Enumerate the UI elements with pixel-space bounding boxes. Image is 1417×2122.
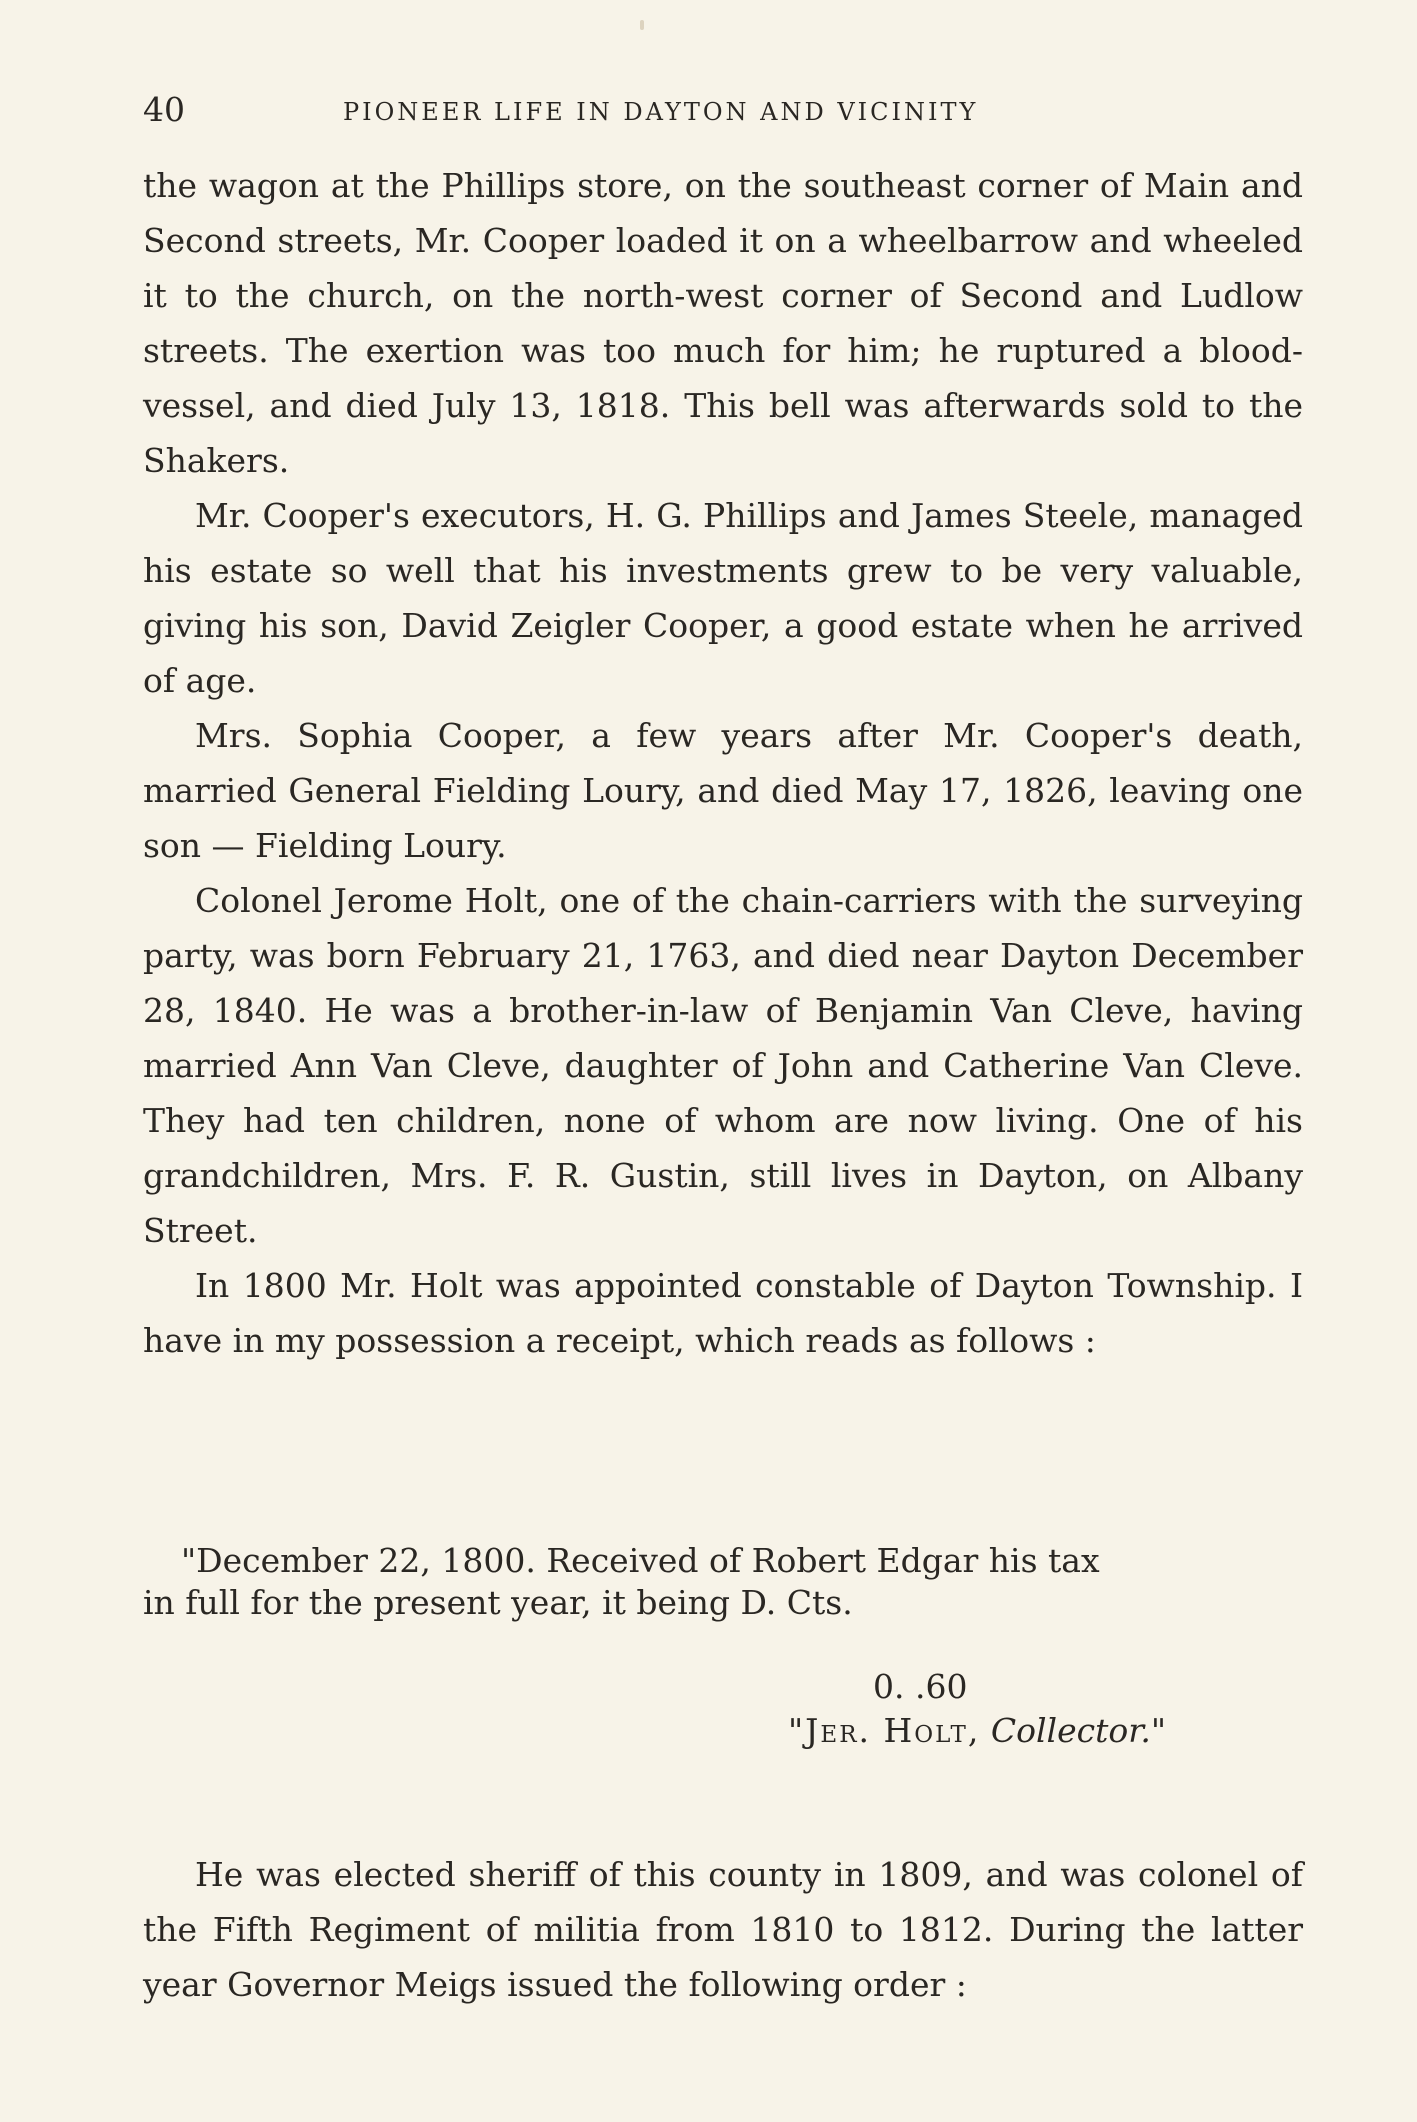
receipt-line-2: in full for the present year, it being D. Cts.: [143, 1583, 853, 1622]
receipt-amount: 0. .60: [873, 1667, 968, 1706]
paragraph-6: He was elected sheriff of this county in 1809, and was colonel of the Fifth Regiment of militia from 1810 to 1812. During the latter year Governor Meigs issued the following order :: [143, 1855, 1303, 2004]
closing-text: [143, 1847, 1303, 2012]
main-text: [143, 158, 1303, 1368]
receipt-line-1: "December 22, 1800. Received of Robert Edgar his tax: [181, 1541, 1100, 1580]
signature-name: "Jer. Holt,: [788, 1711, 981, 1750]
paragraph-1: the wagon at the Phillips store, on the southeast corner of Main and Second streets, Mr. Cooper loaded it on a wheelbarrow and wheeled it to the church, on the north-west corner of Second and Ludlow streets. The exertion was too much for him; he ruptured a blood-vessel, and died July 13, 1818. This bell was afterwards sold to the Shakers.: [143, 166, 1303, 480]
receipt-signature: [788, 1710, 1166, 1752]
paragraph-2: Mr. Cooper's executors, H. G. Phillips and James Steele, managed his estate so well that his investments grew to be very valuable, giving his son, David Zeigler Cooper, a good estate when he arrived of age.: [143, 496, 1303, 700]
page-header: [143, 88, 1303, 132]
ink-smudge: [640, 20, 644, 30]
paragraph-4: Colonel Jerome Holt, one of the chain-carriers with the surveying party, was born February 21, 1763, and died near Dayton December 28, 1840. He was a brother-in-law of Benjamin Van Cleve, having married Ann Van Cleve, daughter of John and Catherine Van Cleve. They had ten children, none of whom are now living. One of his grandchildren, Mrs. F. R. Gustin, still lives in Dayton, on Albany Street.: [143, 881, 1303, 1250]
running-head: PIONEER LIFE IN DAYTON AND VICINITY: [343, 98, 979, 126]
paragraph-3: Mrs. Sophia Cooper, a few years after Mr. Cooper's death, married General Fielding Loury, and died May 17, 1826, leaving one son — Fielding Loury.: [143, 716, 1303, 865]
receipt-quote: [143, 1540, 1303, 1750]
signature-title: Collector.": [990, 1711, 1167, 1750]
paragraph-5: In 1800 Mr. Holt was appointed constable of Dayton Township. I have in my possession a receipt, which reads as follows :: [143, 1266, 1303, 1360]
page-number: 40: [143, 90, 185, 129]
